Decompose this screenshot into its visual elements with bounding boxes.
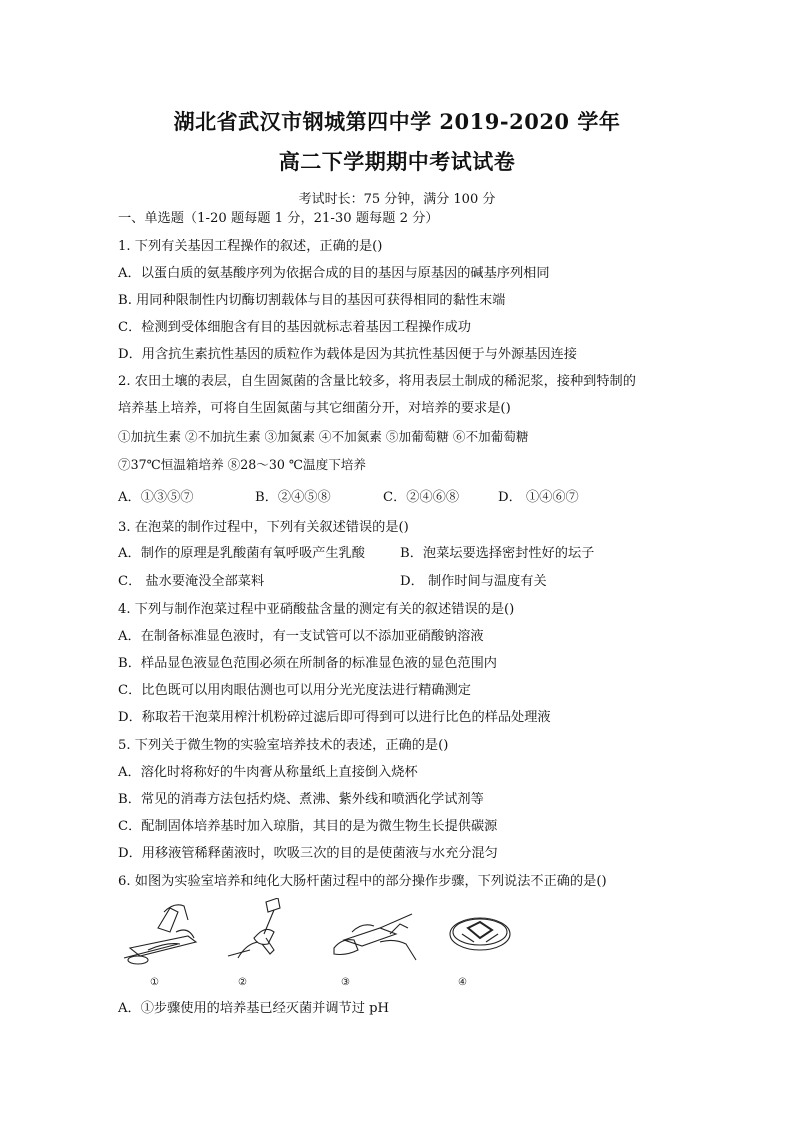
q2-conditions-1: ①加抗生素 ②不加抗生素 ③加氮素 ④不加氮素 ⑤加葡萄糖 ⑥不加葡萄糖 bbox=[118, 429, 529, 444]
q2-option-b: B．②④⑤⑧ bbox=[255, 490, 331, 505]
q2-option-c: C．②④⑥⑧ bbox=[383, 490, 460, 505]
section-heading: 一、单选题（1-20 题每题 1 分，21-30 题每题 2 分） bbox=[118, 211, 439, 226]
q4-stem: 4. 下列与制作泡菜过程中亚硝酸盐含量的测定有关的叙述错误的是() bbox=[118, 602, 515, 617]
q3-option-b: B．泡菜坛要选择密封性好的坛子 bbox=[400, 546, 595, 561]
q4-option-c: C．比色既可以用肉眼估测也可以用分光光度法进行精确测定 bbox=[118, 683, 471, 698]
q6-figure-label-4: ④ bbox=[458, 977, 467, 988]
q5-option-a: A．溶化时将称好的牛肉膏从称量纸上直接倒入烧杯 bbox=[118, 765, 418, 780]
q3-option-d: D． 制作时间与温度有关 bbox=[400, 574, 547, 589]
step-1-pour-plate-illustration bbox=[124, 905, 196, 964]
q5-option-c: C．配制固体培养基时加入琼脂，其目的是为微生物生长提供碳源 bbox=[118, 819, 498, 834]
q6-figure-label-3: ③ bbox=[341, 977, 350, 988]
exam-info: 考试时长：75 分钟，满分 100 分 bbox=[298, 192, 496, 207]
q2-stem-1: 2. 农田土壤的表层，自生固氮菌的含量比较多，将用表层土制成的稀泥浆，接种到特制的 bbox=[118, 374, 636, 389]
q1-option-b: B. 用同种限制性内切酶切割载体与目的基因可获得相同的黏性末端 bbox=[118, 293, 506, 308]
q2-option-d: D． ①④⑥⑦ bbox=[498, 490, 579, 505]
step-2-flame-loop-illustration bbox=[228, 898, 280, 958]
q2-stem-2: 培养基上培养，可将自生固氮菌与其它细菌分开，对培养的要求是() bbox=[118, 401, 511, 416]
q4-option-d: D．称取若干泡菜用榨汁机粉碎过滤后即可得到可以进行比色的样品处理液 bbox=[118, 710, 551, 725]
q4-option-b: B．样品显色液显色范围必须在所制备的标准显色液的显色范围内 bbox=[118, 656, 497, 671]
q6-figure-label-2: ② bbox=[238, 977, 247, 988]
q6-stem: 6. 如图为实验室培养和纯化大肠杆菌过程中的部分操作步骤，下列说法不正确的是() bbox=[118, 874, 607, 889]
q2-option-a: A．①③⑤⑦ bbox=[118, 490, 194, 505]
step-4-streak-plate-illustration bbox=[450, 918, 510, 950]
title-line-1: 湖北省武汉市钢城第四中学 2019-2020 学年 bbox=[173, 109, 621, 134]
q4-option-a: A．在制备标准显色液时，有一支试管可以不添加亚硝酸钠溶液 bbox=[118, 629, 484, 644]
title-line-2: 高二下学期期中考试试卷 bbox=[278, 149, 516, 174]
step-3-inoculation-illustration bbox=[334, 914, 416, 960]
q6-option-a: A．①步骤使用的培养基已经灭菌并调节过 pH bbox=[118, 1001, 390, 1016]
q3-option-a: A．制作的原理是乳酸菌有氧呼吸产生乳酸 bbox=[118, 546, 365, 561]
q6-figure-label-1: ① bbox=[150, 977, 159, 988]
q2-conditions-2: ⑦37℃恒温箱培养 ⑧28～30 ℃温度下培养 bbox=[118, 457, 366, 472]
q5-option-d: D．用移液管稀释菌液时，吹吸三次的目的是使菌液与水充分混匀 bbox=[118, 846, 498, 861]
q1-option-c: C．检测到受体细胞含有目的基因就标志着基因工程操作成功 bbox=[118, 320, 471, 335]
q3-stem: 3. 在泡菜的制作过程中，下列有关叙述错误的是() bbox=[118, 520, 409, 535]
q1-option-d: D．用含抗生素抗性基因的质粒作为载体是因为其抗性基因便于与外源基因连接 bbox=[118, 347, 577, 362]
q3-option-c: C． 盐水要淹没全部菜料 bbox=[118, 574, 265, 589]
q5-stem: 5. 下列关于微生物的实验室培养技术的表述，正确的是() bbox=[118, 738, 449, 753]
q1-option-a: A．以蛋白质的氨基酸序列为依据合成的目的基因与原基因的碱基序列相同 bbox=[118, 266, 550, 281]
q5-option-b: B．常见的消毒方法包括灼烧、煮沸、紫外线和喷洒化学试剂等 bbox=[118, 792, 484, 807]
q1-stem: 1. 下列有关基因工程操作的叙述，正确的是() bbox=[118, 239, 383, 254]
